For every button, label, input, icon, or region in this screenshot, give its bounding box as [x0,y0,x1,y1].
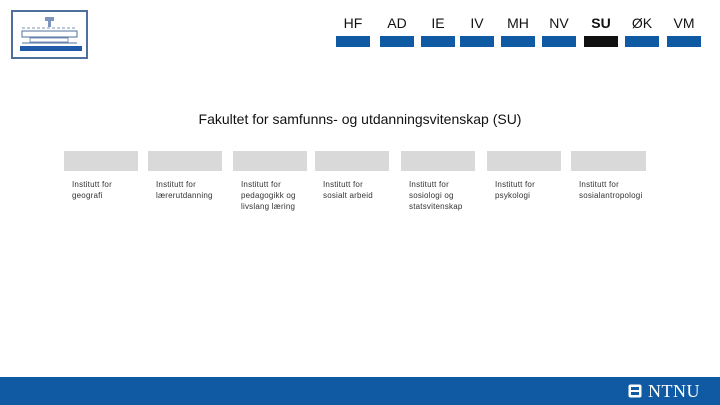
tab-su[interactable] [584,14,618,46]
faculty-title: Fakultet for samfunns- og utdanningsvitenskap (SU) [198,111,522,127]
tab-bar [625,36,659,47]
department-bar [571,151,646,171]
tab-mh[interactable] [501,14,535,46]
department-label: Institutt for sosialantropologi [579,180,643,200]
tab-bar [460,36,494,47]
tab-vm[interactable] [667,14,701,46]
tab-label: AD [387,15,407,31]
tab-nv[interactable] [542,14,576,46]
tab-label: MH [507,15,529,31]
tab-label: ØK [631,15,653,31]
tab-ok[interactable] [625,14,659,46]
footer-bar [0,377,720,405]
ntnu-brand-text: NTNU [648,381,700,401]
department-bar [148,151,222,171]
tab-ad[interactable] [380,14,414,46]
footer-logo[interactable] [628,381,700,401]
tab-label: SU [591,15,611,31]
department-sosialantropologi[interactable] [571,151,646,201]
department-label: Institutt for sosialt arbeid [323,180,373,200]
tab-bar [336,36,370,47]
department-bar [487,151,561,171]
ntnu-logo-icon [628,384,642,398]
tab-label: VM [673,15,695,31]
tab-label: NV [549,15,569,31]
department-label: Institutt for pedagogikk og livslang læring [241,180,296,211]
tab-bar [501,36,535,47]
department-pedagogikk[interactable] [233,151,307,212]
department-sosiologi[interactable] [401,151,475,212]
tab-bar [542,36,576,47]
tab-label: IE [431,15,445,31]
tab-bar [380,36,414,47]
department-sosialt-arbeid[interactable] [315,151,389,201]
department-laererutdanning[interactable] [148,151,222,201]
logo[interactable] [11,10,88,59]
department-label: Institutt for lærerutdanning [156,180,213,200]
tab-bar [667,36,701,47]
department-label: Institutt for geografi [72,180,112,200]
tab-hf[interactable] [336,14,370,46]
tab-bar [421,36,455,47]
tab-ie[interactable] [421,14,455,46]
department-geografi[interactable] [64,151,138,201]
department-psykologi[interactable] [487,151,561,201]
department-bar [315,151,389,171]
department-bar [401,151,475,171]
tab-label: IV [470,15,484,31]
department-label: Institutt for sosiologi og statsvitenskap [409,180,463,211]
faculty-structure-logo-icon [13,12,86,57]
tab-iv[interactable] [460,14,494,46]
department-bar [64,151,138,171]
tab-bar [584,36,618,47]
department-label: Institutt for psykologi [495,180,535,200]
department-bar [233,151,307,171]
tab-label: HF [343,15,363,31]
